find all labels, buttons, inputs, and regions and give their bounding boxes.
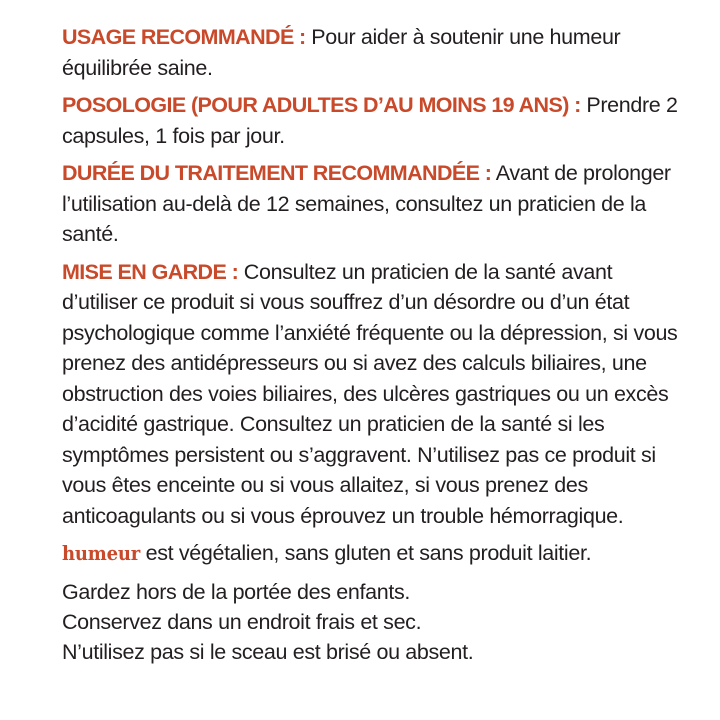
warning-heading: MISE EN GARDE : — [62, 259, 239, 284]
dosage-section — [62, 90, 680, 151]
brand-statement-text: est végétalien, sans gluten et sans produit laitier. — [145, 541, 592, 565]
usage-text: Pour aider à soutenir une humeur équilibrée saine. — [62, 25, 621, 80]
brand-statement — [62, 538, 680, 569]
notice-seal: N’utilisez pas si le sceau est brisé ou absent. — [62, 639, 474, 664]
dosage-text: Prendre 2 capsules, 1 fois par jour. — [62, 93, 678, 148]
dosage-heading: POSOLOGIE (POUR ADULTES D’AU MOINS 19 ANS) : — [62, 93, 581, 117]
usage-heading: USAGE RECOMMANDÉ : — [62, 25, 306, 49]
duration-text: Avant de prolonger l’utilisation au-delà de 12 semaines, consultez un praticien de la santé. — [62, 161, 671, 246]
warning-text: Consultez un praticien de la santé avant d’utiliser ce produit si vous souffrez d’un désordre ou d’un état psychologique comme l’anxiété fréquente ou la dépression, si vous prenez des antidépresseurs ou si avez des calculs biliaires, une obstruction des voies biliaires, des ulcères gastriques ou un excès d’acidité gastrique. Consultez un praticien de la santé si les symptômes persistent ou s’aggravent. N’utilisez pas ce produit si vous êtes enceinte ou si vous allaitez, si vous prenez des anticoagulants ou si vous éprouvez un trouble hémorragique. — [62, 259, 678, 528]
duration-section — [62, 158, 680, 250]
notice-storage: Conservez dans un endroit frais et sec. — [62, 609, 422, 634]
notice-children: Gardez hors de la portée des enfants. — [62, 579, 410, 604]
brand-name: humeur — [62, 541, 141, 565]
duration-heading: DURÉE DU TRAITEMENT RECOMMANDÉE : — [62, 161, 492, 185]
warning-section — [62, 257, 680, 532]
usage-section — [62, 22, 680, 83]
